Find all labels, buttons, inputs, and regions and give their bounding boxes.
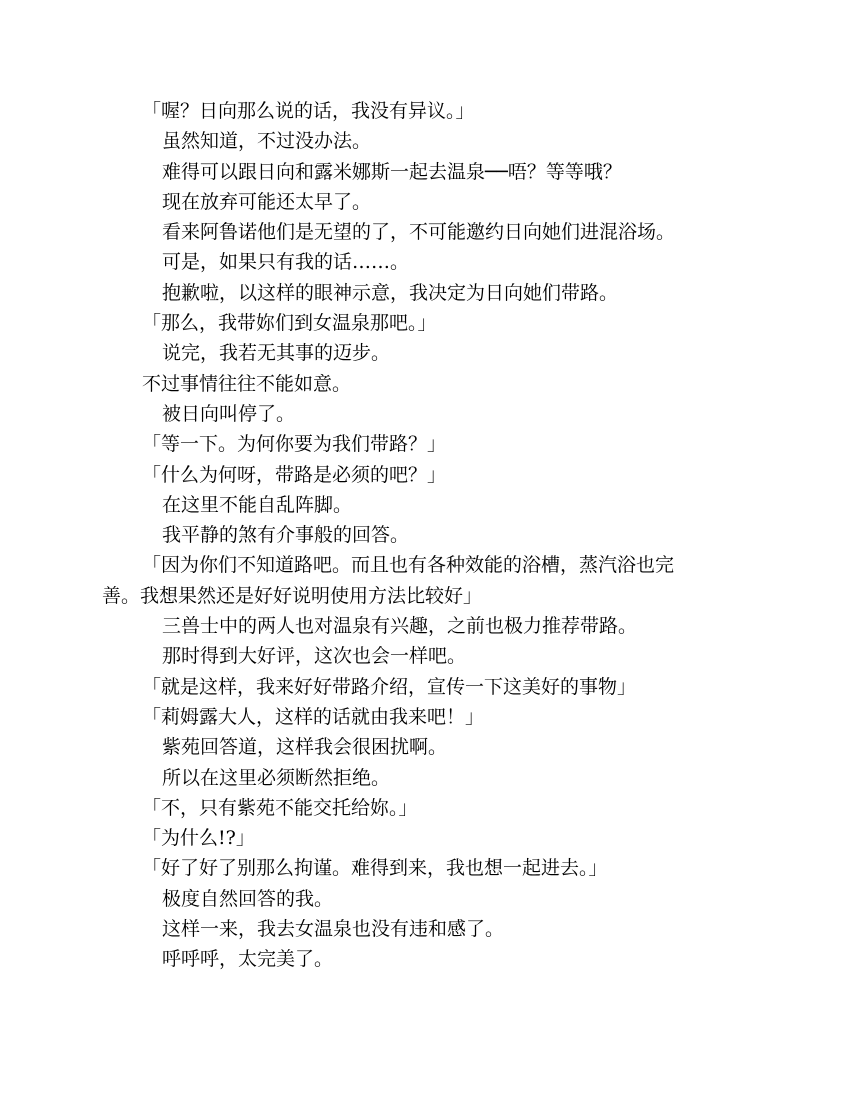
paragraph: 「因为你们不知道路吧。而且也有各种效能的浴槽，蒸汽浴也完: [142, 554, 675, 577]
paragraph: 说完，我若无其事的迈步。: [162, 342, 391, 365]
paragraph: 「什么为何呀，带路是必须的吧？」: [142, 463, 447, 486]
paragraph: 「莉姆露大人，这样的话就由我来吧！」: [142, 705, 485, 728]
paragraph: 呼呼呼，太完美了。: [162, 948, 334, 971]
paragraph: 被日向叫停了。: [162, 402, 296, 425]
paragraph: 「等一下。为何你要为我们带路？」: [142, 433, 447, 456]
paragraph: 「好了好了别那么拘谨。难得到来，我也想一起进去。」: [142, 857, 608, 880]
paragraph: 可是，如果只有我的话……。: [162, 251, 410, 274]
paragraph: 「为什么!?」: [142, 827, 255, 850]
paragraph: 虽然知道，不过没办法。: [162, 130, 372, 153]
paragraph: 现在放弃可能还太早了。: [162, 190, 372, 213]
paragraph: 极度自然回答的我。: [162, 887, 334, 910]
paragraph: 「不，只有紫苑不能交托给妳。」: [142, 796, 418, 819]
paragraph: 在这里不能自乱阵脚。: [162, 493, 353, 516]
paragraph: 不过事情往往不能如意。: [142, 372, 352, 395]
paragraph: 难得可以跟日向和露米娜斯一起去温泉──唔？等等哦？: [162, 160, 622, 183]
paragraph: 抱歉啦，以这样的眼神示意，我决定为日向她们带路。: [162, 281, 619, 304]
paragraph: 三兽士中的两人也对温泉有兴趣，之前也极力推荐带路。: [162, 615, 638, 638]
paragraph: 「那么，我带妳们到女温泉那吧。」: [142, 312, 437, 335]
paragraph: 紫苑回答道，这样我会很困扰啊。: [162, 736, 448, 759]
body-text: [102, 96, 742, 975]
paragraph: 那时得到大好评，这次也会一样吧。: [162, 645, 467, 668]
paragraph: 善。我想果然还是好好说明使用方法比较好」: [102, 584, 483, 607]
paragraph: 看来阿鲁诺他们是无望的了，不可能邀约日向她们进混浴场。: [162, 221, 676, 244]
paragraph: 「就是这样，我来好好带路介绍，宣传一下这美好的事物」: [142, 675, 637, 698]
paragraph: 所以在这里必须断然拒绝。: [162, 766, 391, 789]
paragraph: 这样一来，我去女温泉也没有违和感了。: [162, 918, 505, 941]
paragraph: 我平静的煞有介事般的回答。: [162, 524, 410, 547]
paragraph: 「喔？日向那么说的话，我没有异议。」: [142, 100, 475, 122]
